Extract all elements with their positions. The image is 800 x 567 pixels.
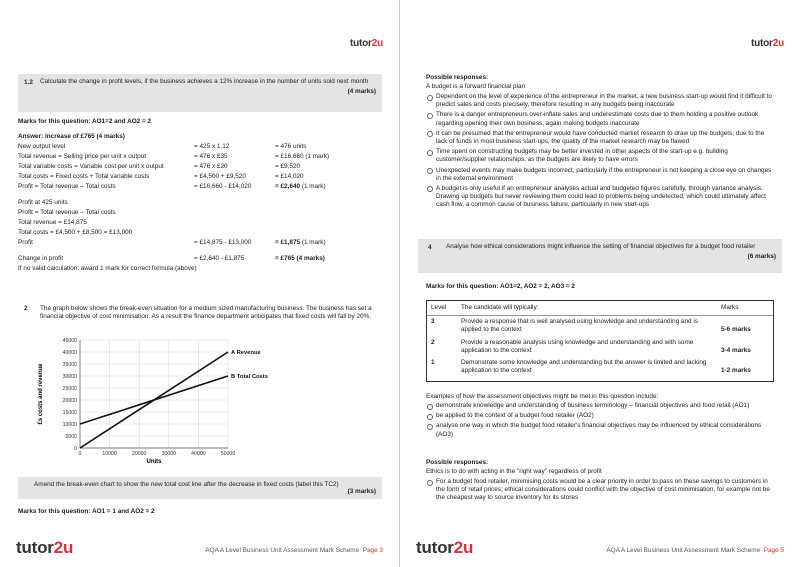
question-marks: (6 marks) xyxy=(747,253,776,261)
ao-points-list xyxy=(426,402,774,441)
ethics-points-list xyxy=(426,478,774,505)
profit-425-line: Profit = Total revenue – Total costs xyxy=(18,209,116,216)
question-text: Calculate the change in profit levels, if the business achieves a 12% increase in the number of units sold next month xyxy=(40,78,369,85)
column-header: Marks xyxy=(717,301,773,316)
table-header-row xyxy=(427,301,773,316)
question-marks: (4 marks) xyxy=(347,88,376,96)
budget-points-list xyxy=(426,93,774,211)
series-label-1: B Total Costs xyxy=(231,374,268,380)
page-5 xyxy=(400,0,800,567)
calc-row: Total costs = Fixed costs + Total variable costs = £4,500 + £9,520 = £14,020 xyxy=(18,173,304,180)
x-tick-label: 30000 xyxy=(161,451,177,457)
profit-425-line: Total costs = £4,500 + £8,500 = £13,000 xyxy=(18,229,133,236)
x-tick-label: 10000 xyxy=(102,451,117,457)
tutor2u-logo-top: tutor2u xyxy=(349,38,383,49)
question-marks: (3 marks) xyxy=(347,488,376,496)
list-item: Unexpected events may make budgets incorrect, particularly if the entrepreneur is not keeping a close eye on changes in the external environment xyxy=(426,167,774,183)
y-tick-label: 15000 xyxy=(62,410,77,416)
calc-row: Total variable costs = Variable cost per unit x output = 476 x £20 = £9,520 xyxy=(18,163,301,170)
y-tick-label: 20000 xyxy=(62,398,77,404)
question-text: Analyse how ethical considerations might influence the setting of financial objectives for a budget food retailer xyxy=(446,243,756,250)
page-footer: AQA A Level Business Unit Assessment Mark Scheme Page 3 xyxy=(205,546,383,554)
list-item: For a budget food retailer, minimising costs would be a clear priority in order to pass on these savings to customers in the form of retail prices; ethical considerations could conflict with the objective of cost minimisation, for example not be the cheapest way to source inventory for its stores xyxy=(426,478,774,503)
page-footer: AQA A Level Business Unit Assessment Mark Scheme Page 5 xyxy=(606,546,784,554)
table-row: 2 Provide a reasonable analysis using knowledge and understanding and with some application to the context 3-4 marks xyxy=(431,338,751,354)
chart-grid xyxy=(80,340,228,448)
calculation-block xyxy=(18,143,382,263)
x-axis-label: Units xyxy=(146,459,162,465)
tutor2u-logo-bottom: tutor2u xyxy=(16,538,74,558)
chart-axes xyxy=(80,340,228,448)
budget-intro: A budget is a forward financial plan xyxy=(426,83,526,90)
profit-425-line: Profit at 425 units xyxy=(18,199,68,206)
answer-heading: Answer: increase of £765 (4 marks) xyxy=(18,133,125,140)
y-tick-label: 0 xyxy=(74,446,77,452)
change-row: Change in profit = £2,640 - £1,875 = £765 (4 marks) xyxy=(18,255,325,262)
ethics-intro: Ethics is to do with acting in the "right way" regardless of profit xyxy=(426,468,602,475)
question-1-2-box xyxy=(18,74,382,112)
profit-425-line: Total revenue = £14,875 xyxy=(18,219,87,226)
x-tick-label: 20000 xyxy=(131,451,147,457)
question-text: The graph below shows the break-even situation for a medium sized manufacturing business. The business has set a financial objective of cost minimisation. As a result the finance department anticipates that fixed costs will fall by 20%. xyxy=(40,305,372,321)
list-item: There is a danger entrepreneurs over-inflate sales and underestimate costs due to them holding a positive outlook regarding opening their own business, again making budgets inaccurate xyxy=(426,111,774,127)
ao-intro: Examples of how the assessment objectives might be met in this question include: xyxy=(426,393,659,400)
list-item: Time spent on constructing budgets may be better invested in other aspects of the start-up e.g. building customer/supplier relationships, as the budgets are likely to have errors xyxy=(426,148,774,164)
y-tick-label: 5000 xyxy=(65,434,77,440)
possible-responses-heading: Possible responses: xyxy=(426,459,489,466)
x-tick-label: 50000 xyxy=(220,451,236,457)
tutor2u-logo-top: tutor2u xyxy=(750,38,784,49)
possible-responses-heading: Possible responses: xyxy=(426,74,489,81)
list-item: A budget is only useful if an entrepreneur analyses actual and budgeted figures carefully, through variance analysis. Drawing up budgets but never reviewing them could lead to problems being undetected, which could ultimately affect cash flow, a common cause of business failure, particularly in new start-ups xyxy=(426,185,774,210)
y-tick-label: 35000 xyxy=(62,362,77,368)
column-header: Level xyxy=(427,301,457,316)
list-item: analyse one way in which the budget food retailer's financial objectives may be influenced by ethical considerations (AO3) xyxy=(426,422,774,438)
y-tick-label: 30000 xyxy=(62,374,77,380)
table-row: 3 Provide a response that is well analysed using knowledge and understanding and is applied to the context 5-6 marks xyxy=(431,318,751,334)
x-tick-label: 40000 xyxy=(191,451,206,457)
level-table xyxy=(427,301,773,377)
question-2-task-box xyxy=(18,477,382,499)
no-calc-note: If no valid calculation: award 1 mark for correct formula (above) xyxy=(18,265,197,272)
list-item: demonstrate knowledge and understanding of business terminology – financial objectives and food retail (AO1) xyxy=(426,402,774,410)
x-tick-label: 0 xyxy=(78,451,82,457)
chart-ticks xyxy=(63,338,236,457)
question-number: 4 xyxy=(428,244,432,251)
break-even-chart xyxy=(30,334,310,470)
marks-line-q4: Marks for this question: AO1=2, AO2 = 2, AO3 = 2 xyxy=(426,283,575,290)
level-table-box xyxy=(426,300,774,382)
question-number: 2 xyxy=(24,305,28,312)
y-axis-label: £s costs and revenue xyxy=(38,363,44,425)
page-number: Page 5 xyxy=(763,546,784,554)
tutor2u-logo-bottom: tutor2u xyxy=(416,538,474,558)
question-text: Amend the break-even chart to show the new total cost line after the decrease in fixed costs (label this TC2) xyxy=(34,481,339,488)
profit-row: Profit = £14,875 - £13,000 = £1,875 (1 mark) xyxy=(18,239,326,246)
chart-series xyxy=(80,350,268,448)
list-item: It can be presumed that the entrepreneur would have conducted market research to draw up the budgets; due to the lack of funds in most business start-ups, the quality of the market research may be flawed xyxy=(426,130,774,146)
marks-line-q12: Marks for this question: AO1=2 and AO2 = 2 xyxy=(18,118,152,125)
question-2 xyxy=(18,305,382,321)
page-number: Page 3 xyxy=(362,546,383,554)
marks-line-q2: Marks for this question: AO1 = 1 and AO2 = 2 xyxy=(18,508,155,515)
y-tick-label: 40000 xyxy=(62,350,77,356)
list-item: Dependent on the level of experience of the entrepreneur in the market, a new business start-up would find it difficult to predict sales and costs precisely, therefore resulting in any budgets being inaccurate xyxy=(426,93,774,109)
calc-row: New output level = 425 x 1.12 = 476 units xyxy=(18,143,307,150)
question-4-box xyxy=(418,239,782,273)
y-tick-label: 45000 xyxy=(62,338,77,344)
calc-row: Total revenue = Selling price per unit x output = 476 x £35 = £16,660 (1 mark) xyxy=(18,153,330,160)
question-number: 1.2 xyxy=(24,79,33,86)
series-label-0: A Revenue xyxy=(231,350,261,356)
calc-row: Profit = Total revenue – Total costs = £16,660 - £14,020 = £2,640 (1 mark) xyxy=(18,183,326,190)
column-header: The candidate will typically: xyxy=(457,301,717,316)
y-tick-label: 10000 xyxy=(62,422,77,428)
y-tick-label: 25000 xyxy=(62,386,77,392)
table-row: 1 Demonstrate some knowledge and understanding but the answer is limited and lacking application to the context 1-2 marks xyxy=(431,358,751,375)
list-item: be applied to the context of a budget food retailer (AO2) xyxy=(426,412,774,420)
